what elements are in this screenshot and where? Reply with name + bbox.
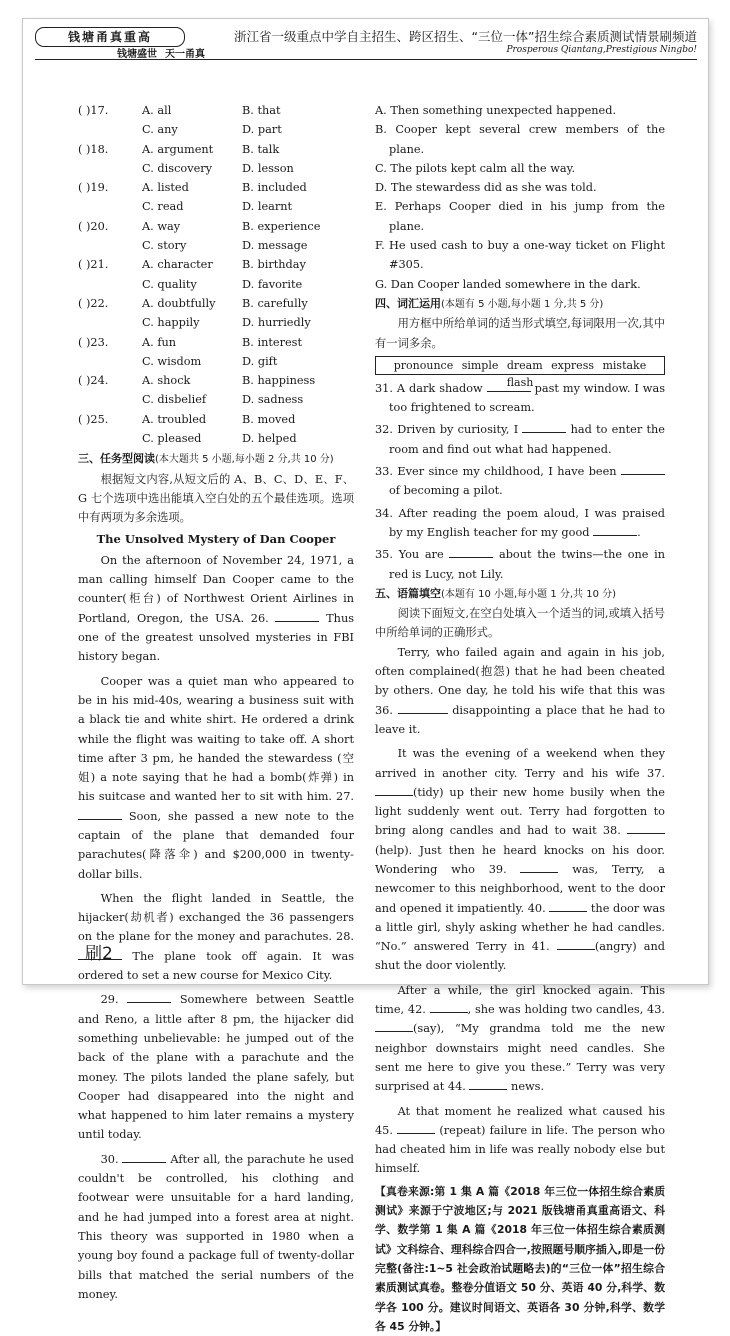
- cloze-option-row: [78, 101, 354, 120]
- answer-blank-33[interactable]: [621, 462, 665, 475]
- task-option: E. Perhaps Cooper died in his jump from the plane.: [375, 200, 665, 233]
- cloze-option-row: [78, 429, 354, 448]
- option-d: D. lesson: [242, 161, 294, 175]
- option-c: C. story: [142, 239, 187, 253]
- answer-blank-40[interactable]: [549, 899, 587, 912]
- cloze-options-list: [78, 101, 354, 448]
- option-b: B. talk: [242, 142, 280, 156]
- section3-heading: 三、任务型阅读(本大题共 5 小题,每小题 2 分,共 10 分): [78, 452, 334, 466]
- cloze-option-row: [78, 217, 354, 236]
- passage-paragraph: Cooper was a quiet man who appeared to be in his mid-40s, wearing a business suit with a black tie and white shirt. He ordered a drink while the flight was waiting to take off. A short time after 3 pm, he handed the stewardess (空姐) a note saying that he had a bomb(炸弹) in his suitcase and wanted her to sit with him. 27. Soon, she passed a new note to the captain of the plane that demanded four parachutes(降落伞) and $200,000 in twenty-dollar bills.: [78, 674, 355, 881]
- cloze-option-row: [78, 120, 354, 139]
- answer-bracket[interactable]: ( )22.: [78, 296, 109, 310]
- passage-paragraph: After a while, the girl knocked again. This time, 42. , she was holding two candles, 43. (say), “My grandma told me the new neighbor downstairs might need candles. She sent me here to give you these.” Terry was very surprised at 44. news.: [375, 983, 666, 1094]
- answer-blank-41[interactable]: [557, 937, 595, 950]
- answer-blank-31[interactable]: [487, 379, 531, 392]
- vocab-question-35: 35. You are about the twins—the one in red is Lucy, not Lily.: [375, 545, 665, 584]
- cloze-option-row: [78, 313, 354, 332]
- cloze-option-row: [78, 178, 354, 197]
- option-d: D. learnt: [242, 200, 293, 214]
- option-c: C. wisdom: [142, 354, 202, 368]
- option-b: B. birthday: [242, 258, 306, 272]
- option-c: C. disbelief: [142, 393, 207, 407]
- cloze-option-row: [78, 255, 354, 274]
- option-d: D. sadness: [242, 393, 304, 407]
- passage-paragraph: When the flight landed in Seattle, the hijacker(劫机者) exchanged the 36 passengers on the plane for the money and parachutes. 28. The plane took off again. It was ordered to set a new course for Mexico City.: [78, 891, 354, 983]
- option-a: A. shock: [142, 374, 191, 388]
- answer-bracket[interactable]: ( )23.: [78, 335, 109, 349]
- option-b: B. moved: [242, 412, 296, 426]
- option-d: D. helped: [242, 432, 297, 446]
- option-a: A. argument: [142, 142, 214, 156]
- option-d: D. gift: [242, 354, 278, 368]
- slogan-chinese: 钱塘盛世 天一甬真: [117, 49, 205, 60]
- option-a: A. way: [142, 219, 181, 233]
- option-a: A. doubtfully: [142, 296, 216, 310]
- cloze-option-row: [78, 294, 354, 313]
- exam-page: [22, 18, 709, 1333]
- answer-blank-27[interactable]: [78, 807, 122, 820]
- option-a: A. all: [142, 104, 172, 117]
- series-title: 浙江省一级重点中学自主招生、跨区招生、“三位一体”招生综合素质测试情景刷频道: [234, 29, 697, 44]
- cloze-option-row: [78, 275, 354, 294]
- answer-blank-29[interactable]: [127, 990, 171, 1003]
- vocab-question-33: 33. Ever since my childhood, I have been of becoming a pilot.: [375, 462, 665, 501]
- answer-bracket[interactable]: ( )25.: [78, 412, 109, 426]
- section5-instruction: 阅读下面短文,在空白处填入一个适当的词,或填入括号中所给单词的正确形式。: [375, 607, 665, 640]
- option-c: C. quality: [142, 277, 197, 291]
- answer-blank-42[interactable]: [430, 1000, 468, 1013]
- section4-heading: 四、词汇运用(本题有 5 小题,每小题 1 分,共 5 分): [375, 296, 604, 310]
- brand-logo: 钱塘甬真重高: [35, 27, 185, 47]
- answer-bracket[interactable]: ( )20.: [78, 219, 109, 233]
- page-header: [35, 27, 697, 87]
- option-d: D. hurriedly: [242, 316, 311, 330]
- left-column: [78, 101, 354, 1304]
- cloze-option-row: [78, 371, 354, 390]
- answer-bracket[interactable]: ( )17.: [78, 104, 109, 117]
- option-b: B. included: [242, 181, 307, 195]
- option-b: B. interest: [242, 335, 303, 349]
- option-b: B. experience: [242, 219, 321, 233]
- task-option: B. Cooper kept several crew members of the plane.: [375, 123, 665, 156]
- option-b: B. carefully: [242, 296, 308, 310]
- source-note: 【真卷来源:第 1 集 A 篇《2018 年三位一体招生综合素质测试》来源于宁波地区;与 2021 版钱塘甬真重高语文、科学、数学第 1 集 A 篇《2018 年三位一体招生综合素质测试》文科综合、理科综合四合一,按照题号顺序插入,即是一份完整(备注:1~5 社会政治试题略去)的“三位一体”招生综合素质测试真卷。整卷分值语文 50 分、英语 40 分,科学、数学各 100 分。建议时间语文、英语各 30 分钟,科学、数学各 45 分钟。】: [375, 1184, 665, 1333]
- passage-paragraph: 30. After all, the parachute he used couldn't be controlled, his clothing and footwear were unsuitable for a hard landing, and he had jumped into a forest area at night. This theory was supported in 1980 when a young boy found a package full of twenty-dollar bills that matched the serial numbers of the money.: [78, 1150, 354, 1304]
- cloze-option-row: [78, 410, 354, 429]
- answer-blank-38[interactable]: [627, 821, 665, 834]
- task-option: G. Dan Cooper landed somewhere in the dark.: [375, 277, 641, 291]
- answer-bracket[interactable]: ( )19.: [78, 181, 109, 195]
- answer-bracket[interactable]: ( )21.: [78, 258, 109, 272]
- answer-blank-39[interactable]: [520, 860, 558, 873]
- vocab-question-34: 34. After reading the poem aloud, I was praised by my English teacher for my good .: [375, 506, 665, 539]
- cloze-option-row: [78, 236, 354, 255]
- answer-blank-37[interactable]: [375, 783, 413, 796]
- passage-paragraph: Terry, who failed again and again in his job, often complained(抱怨) that he had been cheated by others. One day, he told his wife that this was 36. disappointing a place that he had to leave it.: [375, 645, 665, 736]
- section3-instruction: 根据短文内容,从短文后的 A、B、C、D、E、F、G 七个选项中选出能填入空白处的五个最佳选项。选项中有两项为多余选项。: [78, 472, 354, 525]
- cloze-option-row: [78, 352, 354, 371]
- passage-paragraph: At that moment he realized what caused his 45. (repeat) failure in life. The person who had cheated him in life was really nobody else but himself.: [375, 1104, 666, 1176]
- option-a: A. troubled: [142, 412, 207, 426]
- option-a: A. character: [142, 258, 213, 272]
- cloze-option-row: [78, 140, 354, 159]
- vocab-question-32: 32. Driven by curiosity, I had to enter the room and find out what had happened.: [375, 420, 665, 459]
- section5-heading: 五、语篇填空(本题有 10 小题,每小题 1 分,共 10 分): [375, 586, 617, 600]
- answer-blank-36[interactable]: [398, 701, 448, 714]
- option-c: C. read: [142, 200, 184, 214]
- slogan-english: Prosperous Qiantang,Prestigious Ningbo!: [506, 45, 697, 55]
- word-bank-box: pronounce simple dream express mistake flash: [375, 356, 665, 375]
- passage-paragraph: 29. Somewhere between Seattle and Reno, a little after 8 pm, the hijacker did something unbelievable: he jumped out of the back of the plane with a parachute and the money. The pilots landed the plane safely, but Cooper had disappeared into the night and what happened to him later remains a mystery until today.: [78, 990, 354, 1144]
- answer-blank-45[interactable]: [397, 1121, 435, 1134]
- option-d: D. message: [242, 239, 308, 253]
- cloze-option-row: [78, 333, 354, 352]
- task-option: F. He used cash to buy a one-way ticket on Flight #305.: [375, 239, 665, 272]
- option-a: A. fun: [142, 335, 177, 349]
- option-b: B. that: [242, 104, 281, 117]
- cloze-option-row: [78, 197, 354, 216]
- right-column: [375, 101, 665, 1336]
- vocab-question-31: 31. A dark shadow past my window. I was too frightened to scream.: [375, 379, 665, 418]
- option-d: D. favorite: [242, 277, 303, 291]
- option-c: C. discovery: [142, 161, 213, 175]
- option-c: C. any: [142, 123, 178, 137]
- task-option: D. The stewardess did as she was told.: [375, 181, 597, 195]
- option-c: C. pleased: [142, 432, 202, 446]
- answer-blank-44[interactable]: [469, 1077, 507, 1090]
- answer-blank-34[interactable]: [593, 523, 637, 536]
- answer-blank-26[interactable]: [275, 609, 319, 622]
- answer-blank-30[interactable]: [122, 1150, 166, 1163]
- answer-bracket[interactable]: ( )24.: [78, 374, 109, 388]
- option-d: D. part: [242, 123, 282, 137]
- task-options-list: [375, 101, 665, 294]
- cloze-option-row: [78, 390, 354, 409]
- passage-paragraph: On the afternoon of November 24, 1971, a man calling himself Dan Cooper came to the counter(柜台) of Northwest Orient Airlines in Portland, Oregon, the USA. 26. Thus one of the greatest unsolved mysteries in FBI history began.: [78, 553, 355, 664]
- section4-instruction: 用方框中所给单词的适当形式填空,每词限用一次,其中有一词多余。: [375, 317, 665, 350]
- answer-blank-43[interactable]: [375, 1019, 413, 1032]
- page-number: 刷2: [85, 944, 113, 964]
- cloze-option-row: [78, 159, 354, 178]
- task-option: A. Then something unexpected happened.: [375, 104, 617, 117]
- option-b: B. happiness: [242, 374, 316, 388]
- answer-blank-35[interactable]: [449, 545, 493, 558]
- task-option: C. The pilots kept calm all the way.: [375, 161, 576, 175]
- article-title: The Unsolved Mystery of Dan Cooper: [96, 531, 336, 546]
- answer-blank-32[interactable]: [522, 420, 566, 433]
- option-a: A. listed: [142, 181, 189, 195]
- passage-paragraph: It was the evening of a weekend when they arrived in another city. Terry and his wife 37. (tidy) up their new home busily when the light suddenly went out. Terry had forgotten to bring along candles and had to wait 38. (help). Just then he heard knocks on his door. Wondering who 39. was, Terry, a newcomer to this neighborhood, went to the door and opened it impatiently. 40. the door was a little girl, shyly asking whether he had candles. “No.” answered Terry in 41. (angry) and shut the door violently.: [375, 747, 665, 973]
- answer-bracket[interactable]: ( )18.: [78, 142, 109, 156]
- option-c: C. happily: [142, 316, 200, 330]
